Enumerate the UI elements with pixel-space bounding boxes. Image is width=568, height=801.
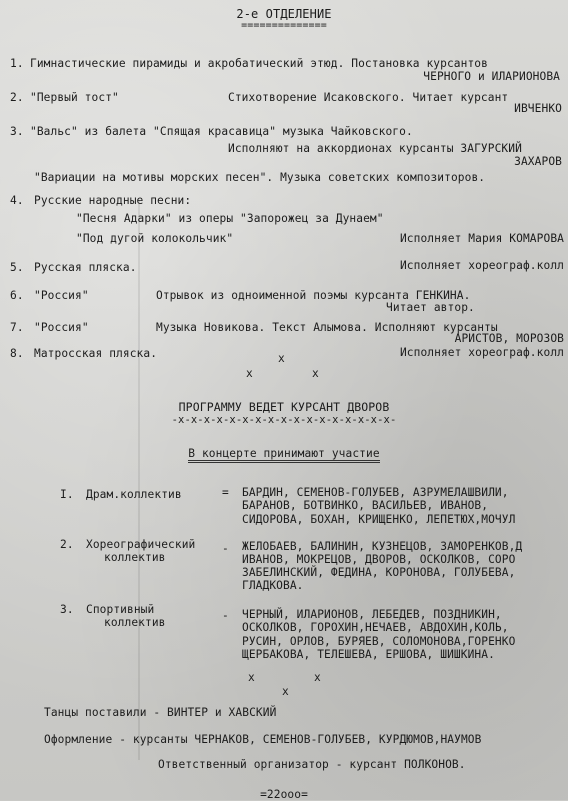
design-credit: Оформление - курсанты ЧЕРНАКОВ, СЕМЕНОВ-ГОЛУБЕВ, КУРДЮМОВ,НАУМОВ: [44, 733, 482, 746]
item-text: Гимнастические пирамиды и акробатический этюд. Постановка курсантов: [30, 57, 488, 70]
item-description: Исполняют на аккордионах курсанты ЗАГУРСКИЙ: [228, 142, 522, 155]
item-number: 3.: [10, 125, 24, 138]
separator-mark: x: [282, 685, 289, 698]
separator-mark: x: [278, 352, 285, 365]
item-description: Музыка Новикова. Текст Алымова. Исполняют курсанты: [156, 321, 498, 334]
item-text: Матросская пляска.: [34, 347, 158, 360]
item-performer: АРИСТОВ, МОРОЗОВ: [454, 332, 564, 345]
item-number: 2.: [10, 91, 24, 104]
group-members: БАРАНОВ, БОТВИНКО, ВАСИЛЬЕВ, ИВАНОВ,: [242, 499, 489, 512]
item-number: 1.: [10, 57, 24, 70]
organizer-credit: Ответственный организатор - курсант ПОЛКОНОВ.: [158, 758, 466, 771]
group-members: БАРДИН, СЕМЕНОВ-ГОЛУБЕВ, АЗРУМЕЛАШВИЛИ,: [242, 486, 509, 499]
section-title: 2-е ОТДЕЛЕНИЕ: [236, 7, 332, 21]
group-dash: -: [222, 609, 229, 622]
separator-mark: x: [248, 671, 255, 684]
group-name: Драм.коллектив: [86, 488, 182, 501]
item-text: "Вальс" из балета "Спящая красавица" музыка Чайковского.: [30, 125, 413, 138]
separator-mark: x: [314, 671, 321, 684]
group-members: ЖЕЛОБАЕВ, БАЛИНИН, КУЗНЕЦОВ, ЗАМОРЕНКОВ,Д: [242, 540, 523, 553]
group-members: ЧЕРНЫЙ, ИЛАРИОНОВ, ЛЕБЕДЕВ, ПОЗДНИКИН,: [242, 608, 502, 621]
item-text: "Россия": [34, 321, 89, 334]
title-rule: ==============: [241, 20, 327, 31]
item-text: "Песня Адарки" из оперы "Запорожец за Дунаем": [76, 212, 384, 225]
item-number: 7.: [10, 321, 24, 334]
item-performer: Исполняет хореограф.колл: [399, 259, 564, 272]
paper-crease: [138, 200, 140, 760]
separator-mark: x: [312, 367, 319, 380]
group-members: ИВАНОВ, МОКРЕЦОВ, ДВОРОВ, ОСКОЛКОВ, СОРО: [242, 553, 516, 566]
item-text: Русские народные песни:: [34, 194, 192, 207]
group-dash: -: [222, 542, 229, 555]
item-number: 4.: [10, 194, 24, 207]
group-dash: =: [222, 486, 229, 499]
participants-title: В концерте принимают участие: [188, 447, 379, 463]
group-members: ОСКОЛКОВ, ГОРОХИН,НЕЧАЕВ, АВДОХИН,КОЛЬ,: [242, 621, 509, 634]
item-description: Отрывок из одноименной поэмы курсанта ГЕНКИНА.: [156, 289, 471, 302]
host-rule: -x-x-x-x-x-x-x-x-x-x-x-x-x-x-x-x-x-: [171, 414, 397, 426]
participants-title-wrap: [0, 447, 568, 460]
separator-mark: x: [246, 367, 253, 380]
group-number: 3.: [60, 603, 74, 616]
item-number: 6.: [10, 289, 24, 302]
group-name: коллектив: [104, 551, 166, 564]
item-performer: Исполняет хореограф.колл: [399, 346, 564, 359]
item-text: Русская пляска.: [34, 261, 137, 274]
group-members: ЩЕРБАКОВА, ТЕЛЕШЕВА, ЕРШОВА, ШИШКИНА.: [242, 648, 495, 661]
item-performer: ЧЕРНОГО и ИЛАРИОНОВА: [423, 70, 560, 83]
item-text: "Под дугой колокольчик": [76, 232, 234, 245]
item-performer: ИВЧЕНКО: [514, 102, 562, 115]
item-performer: Читает автор.: [386, 301, 475, 314]
group-members: РУСИН, ОРЛОВ, БУРЯЕВ, СОЛОМОНОВА,ГОРЕНКО: [242, 635, 516, 648]
item-text: "Россия": [34, 289, 89, 302]
group-name: Спортивный: [86, 603, 155, 616]
host-line: ПРОГРАММУ ВЕДЕТ КУРСАНТ ДВОРОВ: [178, 400, 390, 414]
group-number: 2.: [60, 538, 74, 551]
group-name: коллектив: [104, 616, 166, 629]
item-number: 8.: [10, 347, 24, 360]
group-number: I.: [60, 488, 74, 501]
dances-credit: Танцы поставили - ВИНТЕР и ХАВСКИЙ: [44, 706, 277, 719]
item-performer: Исполняет Мария КОМАРОВА: [399, 232, 564, 245]
item-number: 5.: [10, 261, 24, 274]
item-text: "Вариации на мотивы морских песен". Музыка советских композиторов.: [34, 171, 486, 184]
group-members: ГЛАДКОВА.: [242, 579, 304, 592]
group-members: СИДОРОВА, БОХАН, КРИЩЕНКО, ЛЕПЕТЮХ,МОЧУЛ: [242, 513, 516, 526]
item-text: "Первый тост": [30, 91, 119, 104]
item-description: Стихотворение Исаковского. Читает курсант: [228, 91, 509, 104]
group-name: Хореографический: [86, 538, 196, 551]
group-members: ЗАБЕЛИНСКИЙ, ФЕДИНА, КОРОНОВА, ГОЛУБЕВА,: [242, 566, 516, 579]
bottom-rule: =22ооо=: [260, 788, 308, 801]
item-performer: ЗАХАРОВ: [514, 155, 562, 168]
